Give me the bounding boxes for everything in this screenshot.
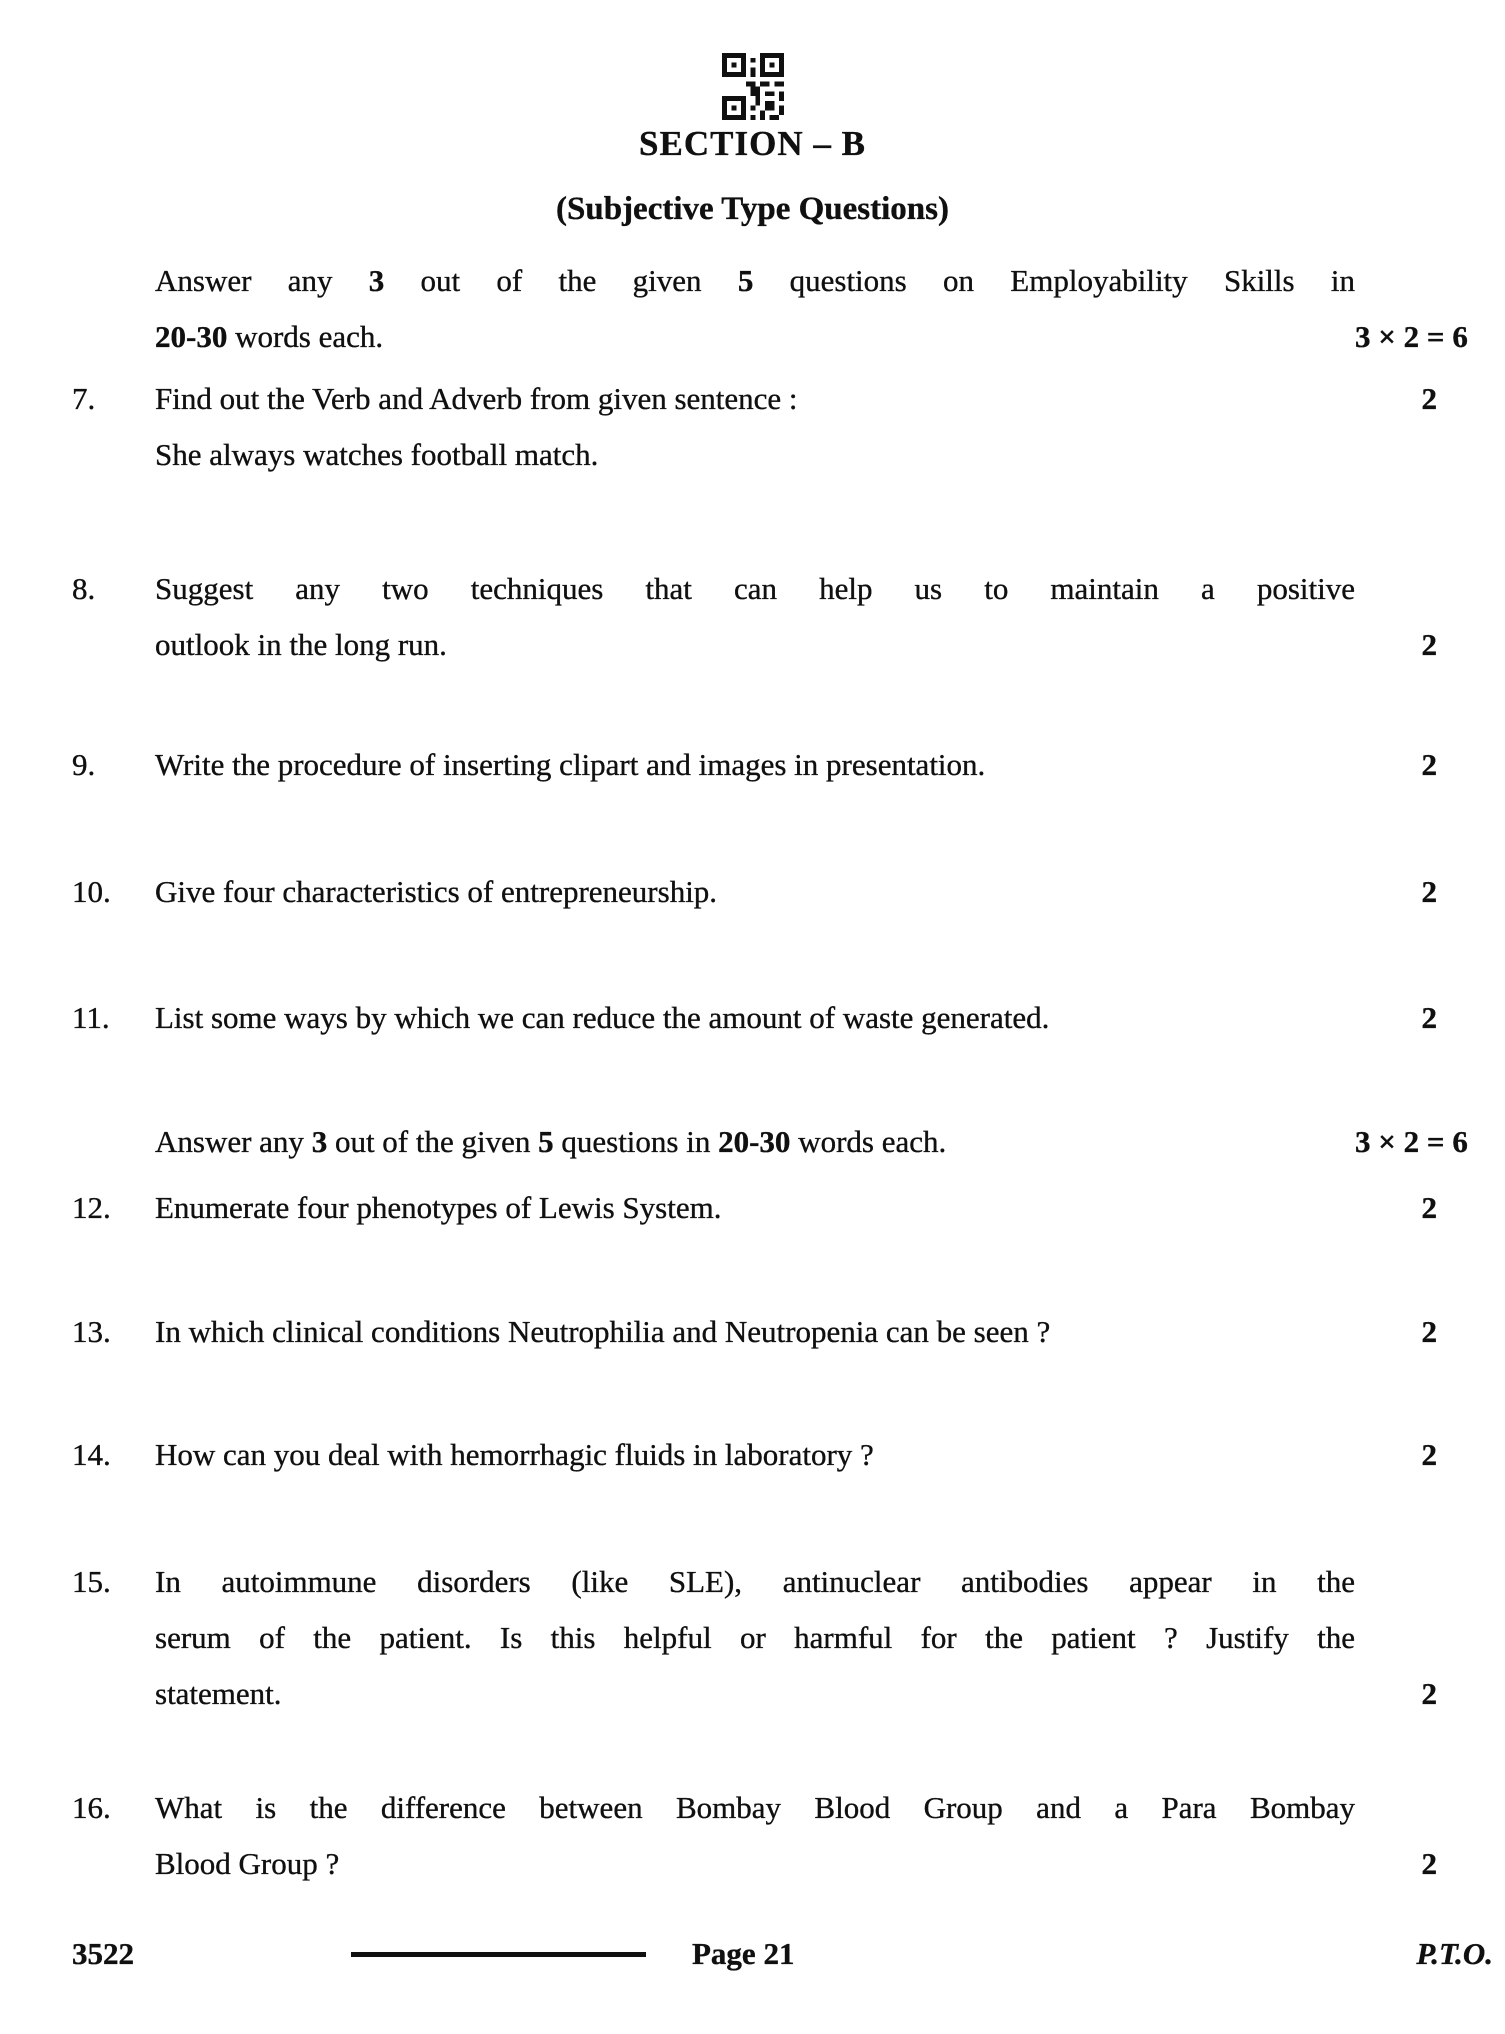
question-line: serum of the patient. Is this helpful or harmful for the patient ? Justify the [155, 1620, 1355, 1655]
question-line: Give four characteristics of entrepreneurship. [155, 874, 718, 909]
question-text [155, 1427, 1355, 1483]
question-block [72, 371, 1437, 483]
question-marks: 2 [1421, 1437, 1437, 1472]
question-marks: 2 [1421, 1314, 1437, 1349]
question-block [72, 561, 1437, 673]
section-title: SECTION – B [639, 124, 866, 163]
page-number: Page 21 [692, 1936, 795, 1971]
question-line: She always watches football match. [155, 437, 599, 472]
question-text [155, 1114, 1355, 1170]
footer-rule [351, 1952, 646, 1957]
question-marks: 3 × 2 = 6 [1355, 319, 1468, 354]
question-line: In which clinical conditions Neutrophilia and Neutropenia can be seen ? [155, 1314, 1051, 1349]
instruction-block [72, 253, 1468, 365]
question-marks: 2 [1421, 1000, 1437, 1035]
question-line: Enumerate four phenotypes of Lewis System. [155, 1190, 722, 1225]
question-block [72, 737, 1437, 793]
question-block [72, 864, 1437, 920]
question-text [155, 561, 1355, 673]
question-number: 8. [72, 571, 96, 606]
question-marks: 2 [1421, 1846, 1437, 1881]
question-marks: 2 [1421, 627, 1437, 662]
question-line: In autoimmune disorders (like SLE), antinuclear antibodies appear in the [155, 1564, 1355, 1599]
question-line: Answer any 3 out of the given 5 questions in 20-30 words each. [155, 1124, 947, 1159]
question-text [155, 990, 1355, 1046]
question-number: 13. [72, 1314, 111, 1349]
page-footer [0, 1926, 1505, 1986]
question-line: What is the difference between Bombay Blood Group and a Para Bombay [155, 1790, 1355, 1825]
question-text [155, 253, 1355, 365]
question-number: 10. [72, 874, 111, 909]
question-number: 11. [72, 1000, 110, 1035]
paper-code: 3522 [72, 1936, 134, 1971]
question-block [72, 1554, 1437, 1722]
question-line: List some ways by which we can reduce the amount of waste generated. [155, 1000, 1050, 1035]
question-block [72, 1304, 1437, 1360]
question-text [155, 1780, 1355, 1892]
question-marks: 3 × 2 = 6 [1355, 1124, 1468, 1159]
question-block [72, 990, 1437, 1046]
question-marks: 2 [1421, 381, 1437, 416]
qr-code-icon [722, 53, 784, 120]
question-block [72, 1427, 1437, 1483]
question-number: 12. [72, 1190, 111, 1225]
question-text [155, 371, 1355, 483]
question-marks: 2 [1421, 1190, 1437, 1225]
question-marks: 2 [1421, 1676, 1437, 1711]
question-number: 16. [72, 1790, 111, 1825]
question-line: How can you deal with hemorrhagic fluids in laboratory ? [155, 1437, 874, 1472]
question-line: Find out the Verb and Adverb from given sentence : [155, 381, 798, 416]
question-line: Write the procedure of inserting clipart and images in presentation. [155, 747, 986, 782]
section-subtitle: (Subjective Type Questions) [556, 191, 949, 227]
pto-label: P.T.O. [1416, 1936, 1493, 1971]
question-text [155, 1180, 1355, 1236]
question-line: 20-30 words each. [155, 319, 384, 354]
question-text [155, 1304, 1355, 1360]
question-marks: 2 [1421, 874, 1437, 909]
question-text [155, 1554, 1355, 1722]
question-block [72, 1180, 1437, 1236]
question-block [72, 1780, 1437, 1892]
question-line: statement. [155, 1676, 282, 1711]
question-text [155, 864, 1355, 920]
question-line: outlook in the long run. [155, 627, 447, 662]
question-marks: 2 [1421, 747, 1437, 782]
instruction-block [72, 1114, 1468, 1170]
question-number: 15. [72, 1564, 111, 1599]
question-number: 9. [72, 747, 96, 782]
question-line: Suggest any two techniques that can help us to maintain a positive [155, 571, 1355, 606]
question-number: 7. [72, 381, 96, 416]
question-line: Answer any 3 out of the given 5 questions on Employability Skills in [155, 263, 1355, 298]
question-text [155, 737, 1355, 793]
page-header [0, 0, 1505, 229]
question-number: 14. [72, 1437, 111, 1472]
question-line: Blood Group ? [155, 1846, 340, 1881]
